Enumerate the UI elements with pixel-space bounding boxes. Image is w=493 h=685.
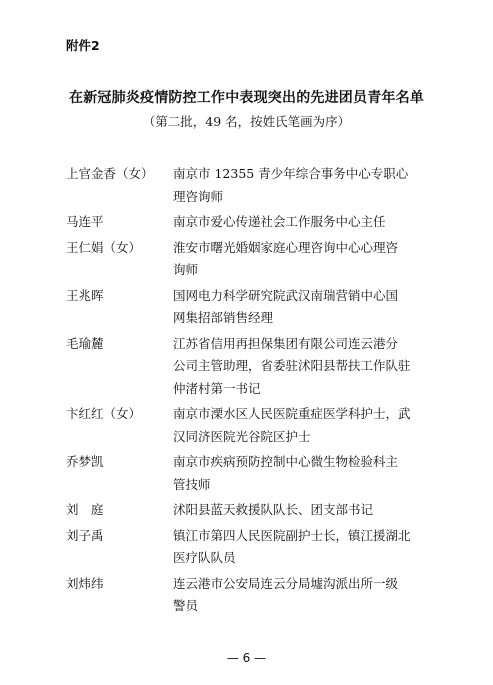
- person-description: [173, 285, 436, 330]
- description-line: 仲渚村第一书记: [173, 380, 261, 396]
- description-line: 管技师: [173, 476, 211, 492]
- person-description: [173, 333, 436, 401]
- list-item: [66, 451, 436, 496]
- person-name: 王仁娟（女）: [66, 239, 142, 255]
- person-name: 刘 庭: [66, 502, 104, 517]
- person-description: [173, 163, 436, 208]
- person-description: [173, 451, 436, 496]
- description-line: 公司主管助理，省委驻沭阳县帮扶工作队驻: [173, 358, 411, 373]
- list-item: [66, 525, 436, 570]
- person-name: 卞红红（女）: [66, 406, 142, 421]
- list-item: [66, 573, 436, 618]
- person-description: [173, 525, 436, 570]
- description-line: 镇江市第四人民医院副护士长，镇江援湖北: [173, 527, 411, 543]
- page-number: — 6 —: [226, 651, 267, 665]
- description-line: 医疗队队员: [173, 550, 236, 565]
- person-name: 上官金香（女）: [66, 166, 154, 181]
- description-line: 警员: [173, 598, 199, 613]
- person-description: [173, 211, 436, 234]
- list-item: [66, 163, 436, 208]
- description-line: 南京市溧水区人民医院重症医学科护士，武: [173, 406, 411, 421]
- description-line: 网集招部销售经理: [173, 310, 274, 325]
- person-name: 马连平: [66, 214, 104, 229]
- person-name: 刘子禹: [66, 527, 104, 543]
- description-line: 南京市疾病预防控制中心微生物检验科主: [173, 454, 399, 469]
- list-item: [66, 333, 436, 401]
- description-line: 江苏省信用再担保集团有限公司连云港分: [173, 335, 399, 351]
- description-line: 沭阳县蓝天救援队队长、团支部书记: [173, 502, 374, 517]
- person-name: 乔梦凯: [66, 454, 104, 469]
- description-line: 南京市 12355 青少年综合事务中心专职心: [173, 166, 409, 181]
- description-line: 汉同济医院光谷院区护士: [173, 428, 311, 444]
- description-line: 南京市爱心传递社会工作服务中心主任: [173, 214, 386, 229]
- list-item: [66, 211, 436, 234]
- person-name: 毛瑜麓: [66, 335, 104, 351]
- list-item: [66, 403, 436, 448]
- person-description: [173, 573, 436, 618]
- name-list: [66, 163, 436, 621]
- document-title: 在新冠肺炎疫情防控工作中表现突出的先进团员青年名单: [69, 90, 424, 106]
- person-name: 王兆晖: [66, 287, 104, 303]
- person-description: [173, 403, 436, 448]
- description-line: 询师: [173, 262, 199, 277]
- person-description: [173, 499, 436, 522]
- description-line: 连云港市公安局连云分局墟沟派出所一级: [173, 575, 399, 591]
- list-item: [66, 285, 436, 330]
- document-subtitle: （第二批，49 名，按姓氏笔画为序）: [142, 114, 351, 129]
- list-item: [66, 237, 436, 282]
- description-line: 理咨询师: [173, 188, 224, 204]
- description-line: 淮安市曙光婚姻家庭心理咨询中心心理咨: [173, 239, 399, 255]
- description-line: 国网电力科学研究院武汉南瑞营销中心国: [173, 287, 399, 303]
- person-description: [173, 237, 436, 282]
- person-name: 刘炜纬: [66, 575, 104, 591]
- attachment-label: 附件2: [66, 38, 100, 53]
- list-item: [66, 499, 436, 522]
